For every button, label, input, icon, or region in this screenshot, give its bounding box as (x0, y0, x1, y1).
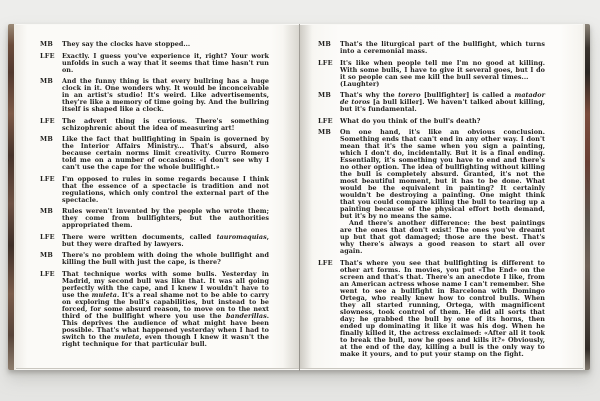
speaker-label: MB (318, 40, 332, 48)
speaker-label: MB (40, 251, 54, 259)
book-cover-edge-right (583, 24, 590, 370)
dialogue-text: I'm opposed to rules in some regards because I think that the essence of a spectacle is tradition and not regulations, which only control the external part of the spectacle. (62, 174, 269, 204)
dialogue-text: It's like when people tell me I'm no good at killing. With some bulls, I have to give it several goes, but I do it so people can see me kill the bull several times... (Laughter) (340, 58, 545, 88)
dialogue-entry (40, 234, 269, 248)
book-spread (8, 24, 590, 370)
dialogue-entry (318, 129, 545, 255)
speaker-label: LFE (40, 232, 55, 241)
right-page-text (318, 41, 545, 362)
dialogue-entry (318, 60, 545, 88)
dialogue-entry (318, 92, 545, 113)
dialogue-entry (40, 53, 269, 74)
book-spine (299, 24, 300, 371)
dialogue-text: The advert thing is curious. There's something schizophrenic about the idea of measuring art! (62, 116, 269, 132)
left-page (16, 25, 299, 369)
speaker-label: LFE (318, 116, 333, 125)
dialogue-entry (40, 208, 269, 229)
dialogue-text: What do you think of the bull's death? (340, 116, 481, 125)
dialogue-text: That's why the torero [bullfighter] is called a matador de toros [a bull killer]. We haven't talked about killing, but it's fundamental. (340, 91, 545, 113)
dialogue-entry (40, 136, 269, 171)
speaker-label: MB (318, 128, 332, 136)
dialogue-entry (40, 118, 269, 132)
speaker-label: LFE (40, 174, 55, 183)
dialogue-text: Exactly. I guess you've experience it, right? Your work unfolds in such a way that it seems that time hasn't run on. (62, 51, 269, 74)
dialogue-entry (40, 78, 269, 113)
dialogue-text: On one hand, it's like an obvious conclusion. Something ends that can't end in any other way. I don't mean that it's the same when you sign a painting, which I don't do, incidentally. But it is a final ending. Essentially, it's something you have to end and there's no other option. The idea of bullfighting without killing the bull is completely absurd. Granted, it's not the most beautiful moment, but it has to be done. What would be the equivalent in painting? It certainly wouldn't be destroying a painting. One might think that you could compare killing the bull to tearing up a painting because of the physical effort both demand, but it's by no means the same. And there's another difference: the best paintings are the ones that don't exist! The ones you've dreamt up but that got damaged; those are the best. That's why there's always a good reason to start all over again. (340, 128, 545, 255)
dialogue-text: Like the fact that bullfighting in Spain is governed by the Interior Affairs Ministry... That's absurd, also because certain norms limit creativity. Curro Romero told me on a number of occasions: «I don't see why I can't use the cape for the whole bullfight.» (62, 135, 269, 171)
speaker-label: MB (318, 91, 332, 99)
dialogue-entry (40, 41, 269, 48)
speaker-label: LFE (40, 269, 55, 278)
book-cover-edge-left (8, 24, 16, 370)
speaker-label: MB (40, 77, 54, 85)
dialogue-text: There were written documents, called tauromaquias, but they were drafted by lawyers. (62, 232, 269, 248)
dialogue-text: They say the clocks have stopped... (62, 40, 191, 48)
dialogue-entry (40, 176, 269, 204)
dialogue-text: That's the liturgical part of the bullfight, which turns into a ceremonial mass. (340, 40, 545, 55)
speaker-label: MB (40, 207, 54, 215)
dialogue-entry (318, 260, 545, 358)
dialogue-text: Rules weren't invented by the people who wrote them; they come from bullfighters, but the authorities appropriated them. (62, 207, 269, 229)
dialogue-entry (40, 271, 269, 348)
speaker-label: LFE (40, 116, 55, 125)
dialogue-text: There's no problem with doing the whole bullfight and killing the bull with just the cape, is there? (62, 251, 269, 266)
dialogue-text: That's where you see that bullfighting is different to other art forms. In movies, you put «The End» on the screen and that's that. There's an anecdote I like, from an American actress whose name I can't remember. She went to see a bullfight in Barcelona with Domingo Ortega, who really knew how to control bulls. When they all started running, Ortega, with magnificent slowness, took control of them. He did all sorts that day; he grabbed the bull by one of its horns, then ended up dominating it like it was his dog. When he finally killed it, the actress exclaimed: «After all it took to break the bull, now he goes and kills it?» Obviously, at the end of the day, killing a bull is the only way to make it yours, and to put your stamp on the fight. (340, 258, 545, 358)
speaker-label: LFE (318, 258, 333, 267)
right-page (300, 25, 583, 369)
dialogue-text: That technique works with some bulls. Yesterday in Madrid, my second bull was like that. It was all going perfectly with the cape, and I knew I wouldn't have to use the muleta. It's a real shame not to be able to carry on exploring the bull's capabilities, but instead to be forced, for some absurd reason, to move on to the next third of the bullfight where you use the banderillas. This deprives the audience of what might have been possible. That's what happened yesterday when I had to switch to the muleta, even though I knew it wasn't the right technique for that particular bull. (62, 269, 269, 348)
left-page-text (40, 41, 269, 352)
dialogue-entry (318, 118, 545, 125)
speaker-label: LFE (318, 58, 333, 67)
speaker-label: LFE (40, 51, 55, 60)
dialogue-entry (318, 41, 545, 55)
dialogue-text: And the funny thing is that every bullring has a huge clock in it. One wonders why. It would be inconceivable in an artist's studio! It's weird. Like advertisements, they're like a memory of time going by. And the bullring itself is shaped like a clock. (62, 77, 269, 113)
dialogue-entry (40, 252, 269, 266)
speaker-label: MB (40, 40, 54, 48)
speaker-label: MB (40, 135, 54, 143)
